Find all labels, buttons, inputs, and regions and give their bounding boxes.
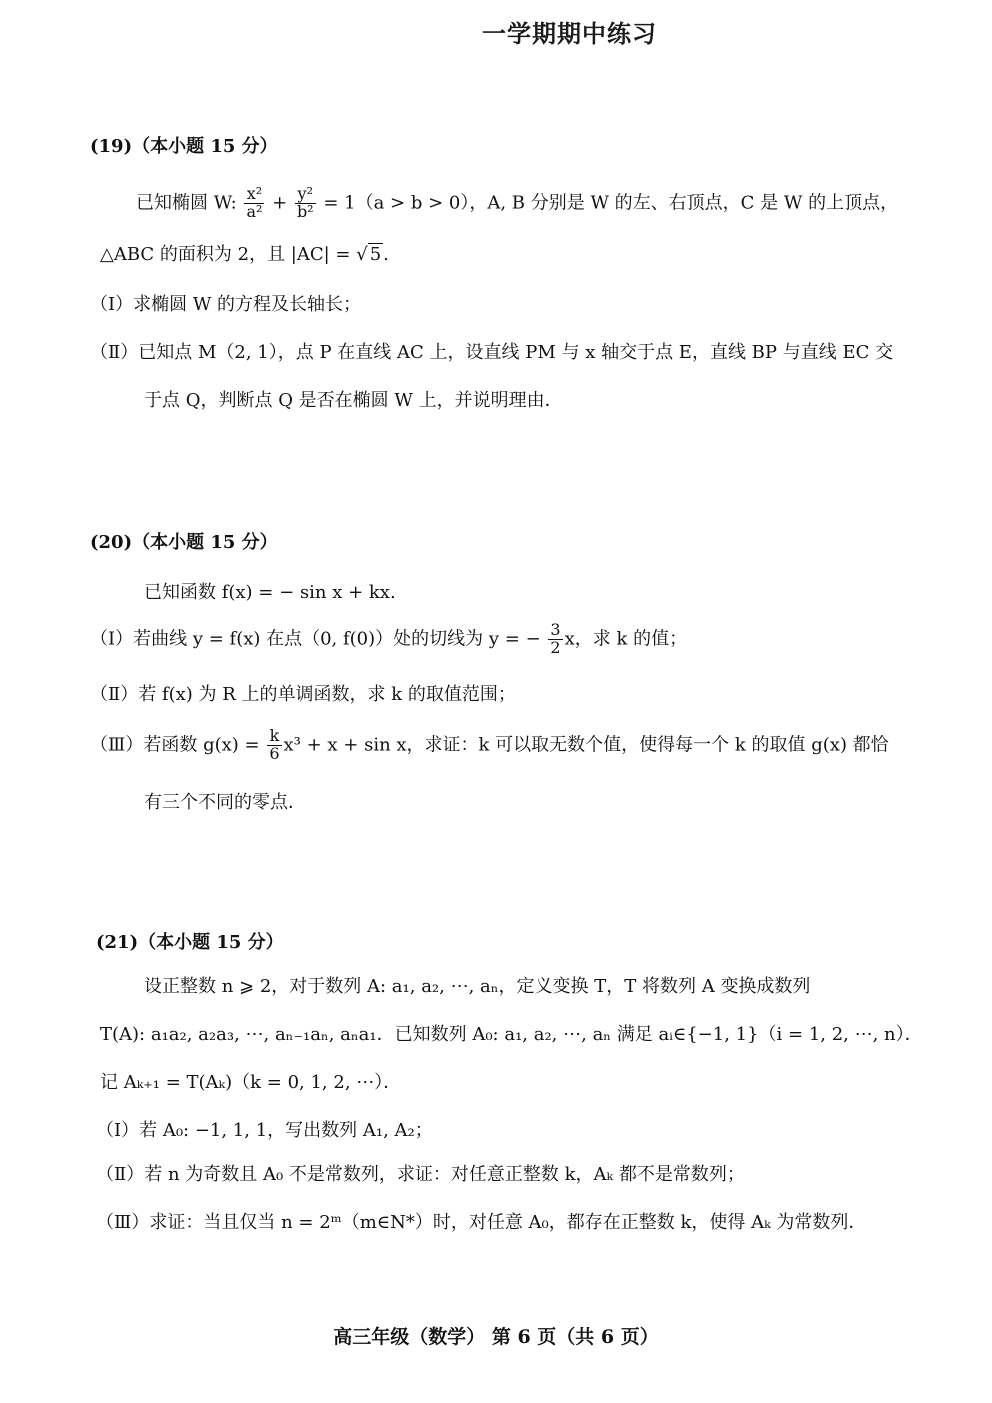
q21-part-3: （Ⅲ）求证：当且仅当 n = 2ᵐ（m∈N*）时，对任意 A₀，都存在正整数 k，使得 Aₖ 为常数列． <box>96 1212 867 1233</box>
q21-line-1: 设正整数 n ⩾ 2，对于数列 A: a₁, a₂, ⋯, aₙ，定义变换 T，T 将数列 A 变换成数列 <box>144 976 811 997</box>
q20-p1-a: （Ⅰ）若曲线 y = f(x) 在点（0, f(0)）处的切线为 y = − <box>90 628 547 650</box>
q21-heading: (21)（本小题 15 分） <box>96 932 284 953</box>
q19-frac-x-den: a² <box>246 201 263 221</box>
q19-plus: + <box>266 192 293 214</box>
q20-part-2: （Ⅱ）若 f(x) 为 R 上的单调函数，求 k 的取值范围； <box>90 684 516 705</box>
q21-part-1: （Ⅰ）若 A₀: −1, 1, 1，写出数列 A₁, A₂； <box>96 1120 433 1141</box>
q20-part-3 <box>90 728 889 763</box>
q20-frac-k: k <box>267 728 281 746</box>
q19-l2-a: △ABC 的面积为 2，且 |AC| = <box>100 244 357 265</box>
exam-header-title: 一学期期中练习 <box>482 19 657 48</box>
page-footer: 高三年级（数学） 第 6 页（共 6 页） <box>333 1326 659 1348</box>
q20-frac-3-2 <box>548 622 562 657</box>
q20-p1-b: x，求 k 的值； <box>564 628 688 650</box>
q21-line-2: T(A): a₁a₂, a₂a₃, ⋯, aₙ₋₁aₙ, aₙa₁．已知数列 A₀: a₁, a₂, ⋯, aₙ 满足 aᵢ∈{−1, 1}（i = 1, 2, ⋯, n）． <box>100 1024 923 1045</box>
q19-line-2: △ABC 的面积为 2，且 |AC| = √ 5 . <box>100 244 389 265</box>
q19-frac-x <box>244 186 264 221</box>
q19-l1-b: = 1（a > b > 0），A, B 分别是 W 的左、右顶点，C 是 W 的上顶点， <box>317 192 899 214</box>
q20-heading: (20)（本小题 15 分） <box>90 532 278 553</box>
q19-frac-y-num: y² <box>295 186 316 204</box>
q20-frac-6: 6 <box>269 743 280 763</box>
q20-frac-k-6 <box>267 728 281 763</box>
q19-frac-y-den: b² <box>296 201 314 221</box>
q20-intro: 已知函数 f(x) = − sin x + kx. <box>144 582 396 603</box>
q19-l2-end: . <box>383 244 389 265</box>
q19-part-1: （Ⅰ）求椭圆 W 的方程及长轴长； <box>90 294 362 315</box>
q20-frac-den: 2 <box>550 637 561 657</box>
q20-part-1 <box>90 622 687 657</box>
q19-frac-x-num: x² <box>244 186 264 204</box>
q20-p3-a: （Ⅲ）若函数 g(x) = <box>90 734 266 756</box>
q19-heading: (19)（本小题 15 分） <box>90 136 278 157</box>
q19-line-1 <box>136 186 898 221</box>
q19-part-2-line-1: （Ⅱ）已知点 M（2, 1），点 P 在直线 AC 上，设直线 PM 与 x 轴交于点 E，直线 BP 与直线 EC 交 <box>90 342 894 363</box>
q19-frac-y <box>295 186 316 221</box>
q19-part-2-line-2: 于点 Q，判断点 Q 是否在椭圆 W 上，并说明理由． <box>144 390 563 411</box>
q19-sqrt-5: 5 <box>369 244 382 265</box>
q20-frac-num: 3 <box>550 620 561 639</box>
q20-part-3-line-2: 有三个不同的零点． <box>144 792 306 813</box>
q21-line-3: 记 Aₖ₊₁ = T(Aₖ)（k = 0, 1, 2, ⋯）． <box>100 1072 402 1093</box>
q21-part-2: （Ⅱ）若 n 为奇数且 A₀ 不是常数列，求证：对任意正整数 k，Aₖ 都不是常数列； <box>96 1164 745 1185</box>
q19-l1-a: 已知椭圆 W: <box>136 192 243 214</box>
q20-p3-b: x³ + x + sin x，求证：k 可以取无数个值，使得每一个 k 的取值 g(x) 都恰 <box>283 734 889 756</box>
